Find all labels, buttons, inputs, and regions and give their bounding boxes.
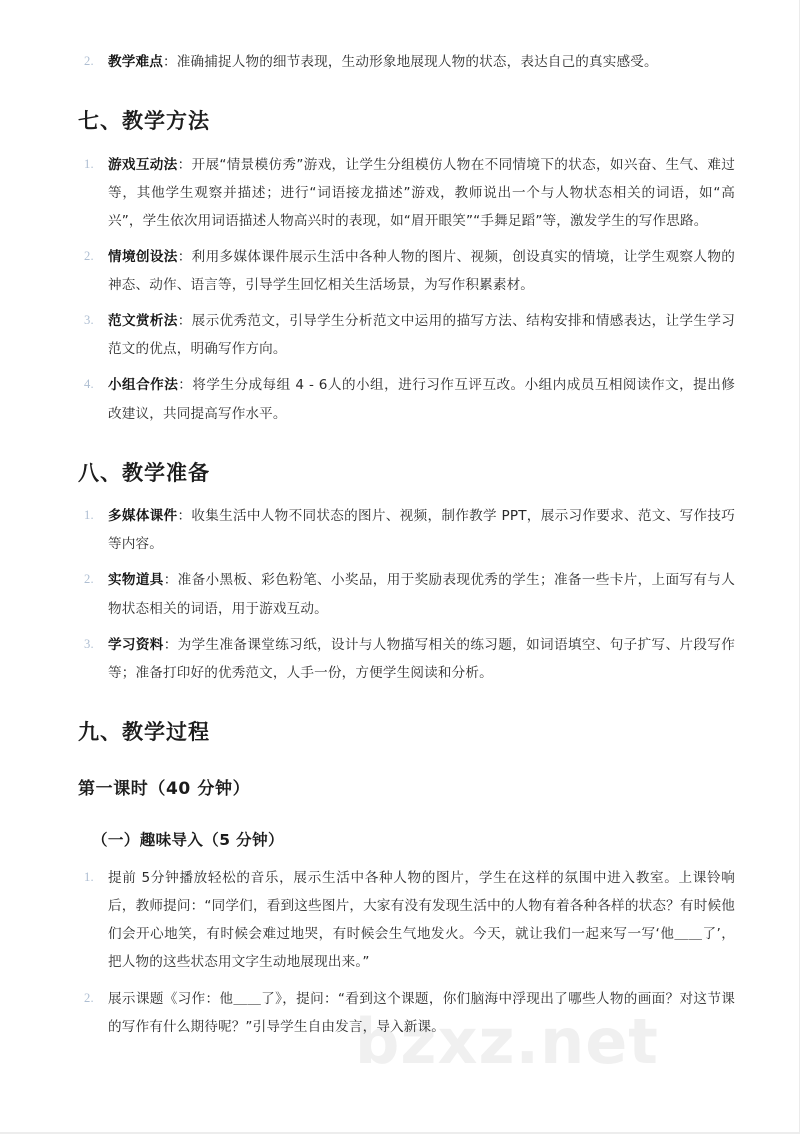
list-item-lead: 情境创设法 xyxy=(108,248,178,265)
list-item xyxy=(78,864,735,977)
list-item xyxy=(78,243,735,299)
list-item xyxy=(78,48,735,76)
section-heading-seven: 七、教学方法 xyxy=(78,109,210,134)
list-item xyxy=(78,502,735,558)
list-item xyxy=(78,631,735,687)
list-item-lead: 多媒体课件 xyxy=(108,508,178,525)
list-item-lead: 小组合作法 xyxy=(108,377,179,394)
list-item-text: ：为学生准备课堂练习纸，设计与人物描写相关的练习题，如词语填空、句子扩写、片段写作等；准备打印好的优秀范文，人手一份，方便学生阅读和分析。 xyxy=(108,636,735,681)
list-item-text: ：利用多媒体课件展示生活中各种人物的图片、视频，创设真实的情境，让学生观察人物的神态、动作、语言等，引导学生回忆相关生活场景，为写作积累素材。 xyxy=(108,248,736,294)
list-item-text: ：开展“情景模仿秀”游戏，让学生分组模仿人物在不同情境下的状态，如兴奋、生气、难过等，其他学生观察并描述；进行“词语接龙描述”游戏，教师说出一个与人物状态相关的词语，如“高兴”，学生依次用词语描述人物高兴时的表现，如“眉开眼笑”“手舞足蹈”等，激发学生的写作思路。 xyxy=(108,156,736,229)
activity-heading: （一）趣味导入（5 分钟） xyxy=(92,830,284,849)
list-item xyxy=(78,985,735,1041)
site-watermark: bzxz.net xyxy=(355,1005,659,1078)
list-item-text: ：准备小黑板、彩色粉笔、小奖品，用于奖励表现优秀的学生；准备一些卡片，上面写有与人物状态相关的词语，用于游戏互动。 xyxy=(108,572,735,617)
list-item-lead: 学习资料 xyxy=(108,636,164,653)
section-seven-list xyxy=(78,151,735,428)
list-item-lead: 范文赏析法 xyxy=(108,313,178,330)
section-heading-eight: 八、教学准备 xyxy=(78,460,210,485)
list-item-text: ：将学生分成每组 4 - 6人的小组，进行习作互评互改。小组内成员互相阅读作文，提出修改建议，共同提高写作水平。 xyxy=(108,377,735,422)
list-item-text: ：展示优秀范文，引导学生分析范文中运用的描写方法、结构安排和情感表达，让学生学习范文的优点，明确写作方向。 xyxy=(108,313,736,358)
list-item-text: 提前 5分钟播放轻松的音乐，展示生活中各种人物的图片，学生在这样的氛围中进入教室。上课铃响后，教师提问：“同学们，看到这些图片，大家有没有发现生活中的人物有着各种各样的状态？有时候他们会开心地笑，有时候会难过地哭，有时候会生气地发火。今天，就让我们一起来写一写‘他＿＿了’，把人物的这些状态用文字生动地展现出来。” xyxy=(108,870,735,971)
list-item xyxy=(78,307,735,363)
list-item-text: 展示课题《习作：他＿＿了》，提问：“看到这个课题，你们脑海中浮现出了哪些人物的画面？对这节课的写作有什么期待呢？”引导学生自由发言，导入新课。 xyxy=(108,990,735,1035)
list-item-lead: 教学难点 xyxy=(108,54,163,70)
lesson-heading: 第一课时（40 分钟） xyxy=(78,779,251,800)
list-item-lead: 游戏互动法 xyxy=(108,156,178,173)
section-eight-list xyxy=(78,502,735,687)
list-item-text: ：收集生活中人物不同状态的图片、视频，制作教学 PPT，展示习作要求、范文、写作技巧等内容。 xyxy=(108,508,735,553)
list-item xyxy=(78,371,735,427)
list-item-text: ：准确捕捉人物的细节表现，生动形象地展现人物的状态，表达自己的真实感受。 xyxy=(162,54,658,70)
section-nine-list xyxy=(78,864,735,1041)
section-heading-nine: 九、教学过程 xyxy=(78,719,210,744)
list-item xyxy=(78,151,735,235)
continued-list xyxy=(78,48,735,76)
list-item-lead: 实物道具 xyxy=(108,572,164,589)
list-item xyxy=(78,566,735,622)
